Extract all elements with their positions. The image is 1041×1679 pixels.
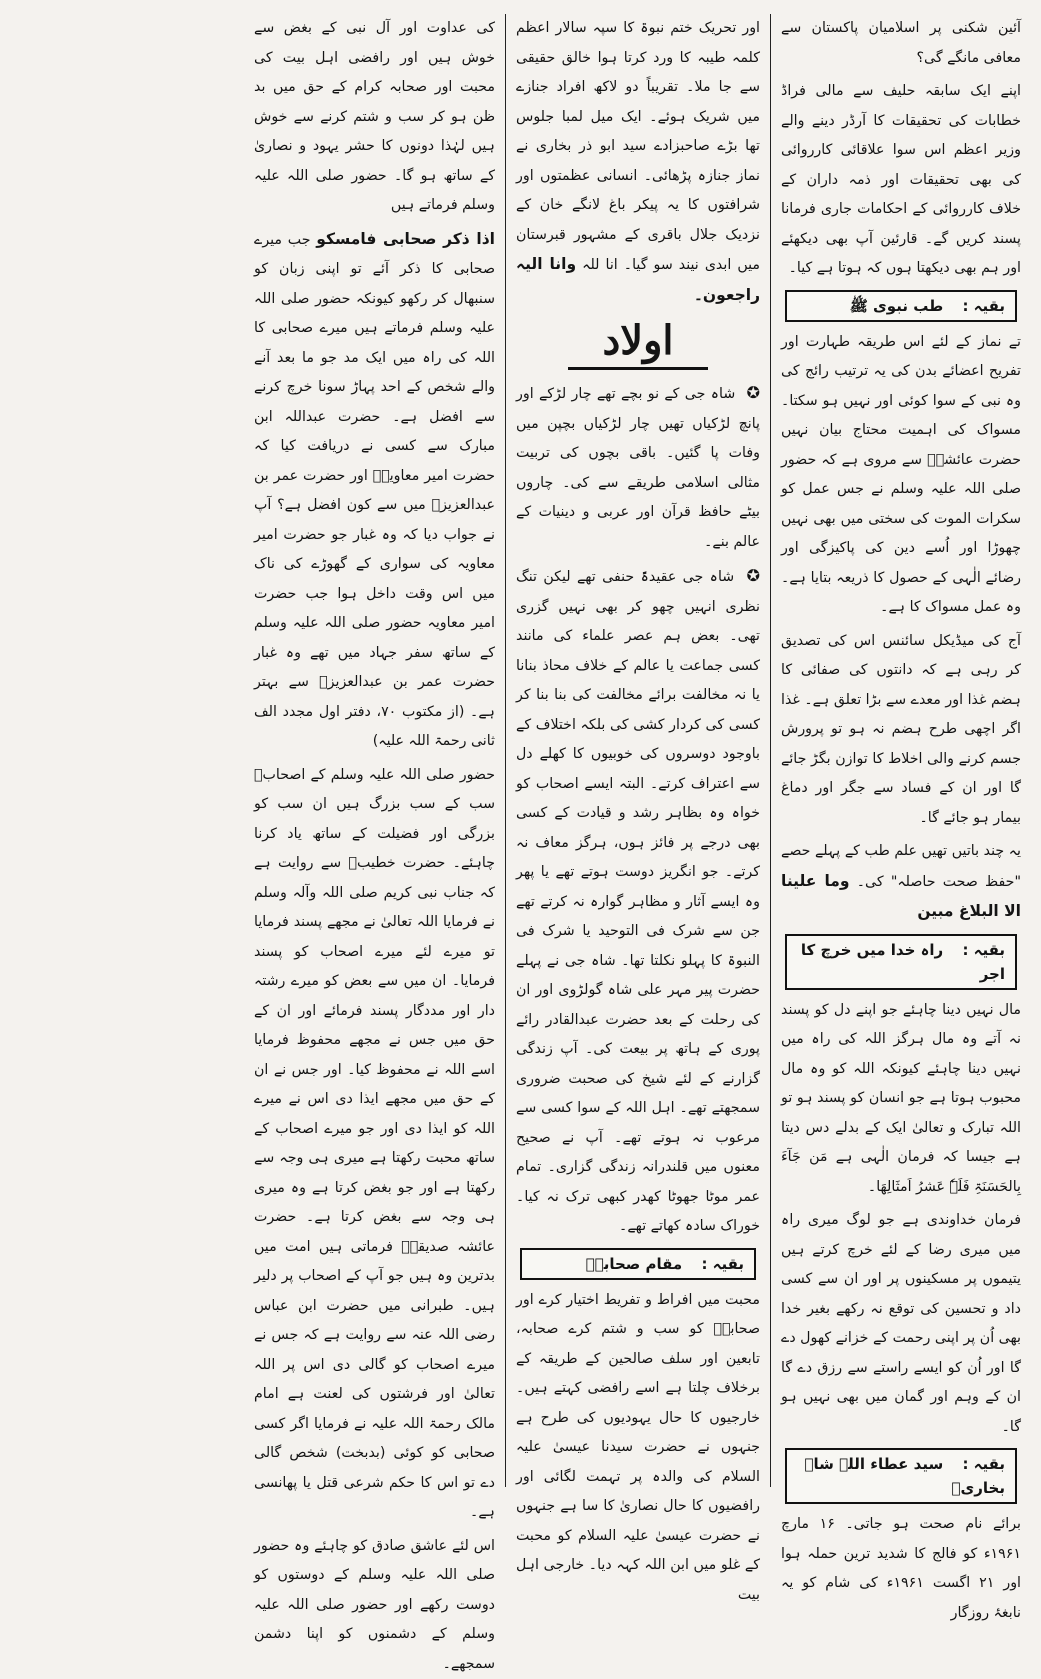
continuation-label: بقیہ : <box>962 941 1005 959</box>
section-heading-aulad: اولاد <box>516 315 760 367</box>
paragraph <box>781 837 1021 928</box>
bullet-paragraph <box>516 561 760 1242</box>
paragraph: محبت میں افراط و تفریط اختیار کرے اور صحابہؓ کو سب و شتم کرے صحابہ، تابعین اور سلف صالحین کے طریقہ کے برخلاف چلتا ہے اسے رافضی کہتے ہیں۔ خارجیوں کا حال یہودیوں کی طرح ہے جنہوں نے حضرت سیدنا عیسیٰ علیہ السلام کی والدہ پر تہمت لگائی اور رافضیوں کا حال نصاریٰ کا سا ہے جنہوں نے حضرت عیسیٰ علیہ السلام کو محبت کے غلو میں ابن اللہ کہہ دیا۔ خارجی اہل بیت <box>516 1286 760 1611</box>
paragraph-text: یہ چند باتیں تھیں علم طب کے پہلے حصے "حفظ صحت حاصلہ" کی۔ <box>781 843 1021 890</box>
paragraph: فرمان خداوندی ہے جو لوگ میری راہ میں میری رضا کے لئے خرچ کرتے ہیں یتیموں پر مسکینوں پر اور ان سے کسی داد و تحسین کی توقع نہ رکھے بغیر خدا بھی اُن پر اپنی رحمت کے خزانے کھول دے گا اور اُن کو ایسے راستے سے رزق دے گا ان کے وہم اور گمان میں بھی نہیں ہو گا۔ <box>781 1206 1021 1442</box>
continuation-box-maqam-sahaba <box>520 1248 756 1280</box>
continuation-title: مقام صحابہؓ <box>586 1255 683 1273</box>
continuation-title: سید عطاء اللہ شاہ بخاریؒ <box>805 1455 1005 1497</box>
continuation-box-bukhari <box>785 1448 1017 1504</box>
bullet-paragraph <box>516 378 760 557</box>
paragraph: آج کی میڈیکل سائنس اس کی تصدیق کر رہی ہے کہ دانتوں کی صفائی کا ہضم غذا اور معدے سے بڑا تعلق ہے۔ غذا اگر اچھی طرح ہضم نہ ہو تو پرورش جسم کرنے والی اخلاط کا توازن بگڑ جائے گا اور ان کے فساد سے جگر اور دماغ بیمار ہو جائے گا۔ <box>781 627 1021 834</box>
paragraph: آئین شکنی پر اسلامیان پاکستان سے معافی مانگے گی؟ <box>781 14 1021 73</box>
star-bullet-icon: ✪ <box>747 383 760 402</box>
paragraph <box>254 225 495 757</box>
closing-phrase: وما علینا الا البلاغ مبین <box>781 872 1021 921</box>
closing-phrase: وانا الیہ راجعون۔ <box>516 255 760 304</box>
continuation-title: راہ خدا میں خرچ کا اجر <box>801 941 1005 983</box>
paragraph: تے نماز کے لئے اس طریقہ طہارت اور تفریح اعضائے بدن کی یہ ترتیب رائج کی وہ نبی کے سوا کوئی اور نہیں ہو سکتا۔ مسواک کی اہمیت محتاج بیان نہیں حضرت عائشہؓ سے مروی ہے کہ حضور صلی اللہ علیہ وسلم نے جس عمل کو سکرات الموت کی سختی میں بھی نہیں چھوڑا اور اُسے دین کی پاکیزگی اور رضائے الٰہی کے حصول کا ذریعہ بتایا ہے۔ وہ عمل مسواک کا ہے۔ <box>781 328 1021 623</box>
paragraph: کی عداوت اور آل نبی کے بغض سے خوش ہیں اور رافضی اہل بیت کی محبت اور صحابہ کرام کے حق میں بد ظن ہو کر سب و شتم کرنے سے خوش ہیں لہٰذا دونوں کا حشر یہود و نصاریٰ کے ساتھ ہو گا۔ حضور صلی اللہ علیہ وسلم فرماتے ہیں <box>254 14 495 221</box>
paragraph <box>516 14 760 311</box>
paragraph: اپنے ایک سابقہ حلیف سے مالی فراڈ خطابات کی تحقیقات کا آرڈر دینے والے وزیر اعظم اس سوا علاقائی کارروائی کی بھی تحقیقات اور ذمہ داران کے خلاف کارروائی کے احکامات جاری فرمانا پسند کریں گے۔ قارئین آپ بھی دیکھئے اور ہم بھی دیکھتا ہوں کہ ہوتا ہے کیا۔ <box>781 77 1021 284</box>
column-left <box>244 14 506 1487</box>
continuation-label: بقیہ : <box>962 297 1005 315</box>
paragraph-text: شاہ جی کے نو بچے تھے چار لڑکے اور پانچ لڑکیاں تھیں چار لڑکیاں بچپن میں وفات پا گئیں۔ باقی بچوں کی تربیت مثالی اسلامی طریقے سے کی۔ چاروں بیٹے حافظ قرآن اور عربی و دینیات کے عالم بنے۔ <box>516 386 760 550</box>
continuation-label: بقیہ : <box>962 1455 1005 1473</box>
heading-underline <box>568 367 708 370</box>
paragraph-text: اور تحریک ختم نبوۃ کا سپہ سالار اعظم کلمہ طیبہ کا ورد کرتا ہوا خالق حقیقی سے جا ملا۔ تقریباً دو لاکھ افراد جنازے میں شریک ہوئے۔ ایک میل لمبا جلوس تھا بڑے صاحبزادے سید ابو ذر بخاری نے نماز جنازہ پڑھائی۔ انسانی عظمتوں اور شرافتوں کا یہ پیکر باغ لانگے خان کے نزدیک جلال باقری کے مشہور قبرستان میں ابدی نیند سو گیا۔ انا للہ <box>516 20 760 273</box>
column-center-right <box>506 14 771 1487</box>
arabic-quote: اذا ذکر صحابی فامسکو <box>316 230 495 248</box>
paragraph: اس لئے عاشق صادق کو چاہئے وہ حضور صلی اللہ علیہ وسلم کے دوستوں کو دوست رکھے اور حضور صلی اللہ علیہ وسلم کے دشمنوں کو اپنا دشمن سمجھے۔ <box>254 1532 495 1679</box>
paragraph-text: شاہ جی عقیدۃً حنفی تھے لیکن تنگ نظری انہیں چھو کر بھی نہیں گزری تھی۔ بعض ہم عصر علماء کی مانند کسی جماعت یا عالم کے خلاف محاذ بنانا یا نہ مخالفت برائے مخالفت کی بنا بنا کر کسی کی کردار کشی کی بلکہ اختلاف کے باوجود دوسروں کی خوبیوں کا کھلے دل سے اعتراف کرتے۔ البتہ ایسے اصحاب کو خواہ وہ بظاہر رشد و قیادت کے کسی بھی درجے پر فائز ہوں، ہرگز معاف نہ کرتے۔ جو انگریز دوست ہوتے تھے یا پھر وہ ایسے آثار و مظاہر گوارہ نہ کرتے تھے جن سے شرک فی التوحید یا شرک فی النبوۃ کا پہلو نکلتا تھا۔ شاہ جی نے پہلے حضرت پیر مہر علی شاہ گولڑوی اور ان کی رحلت کے بعد حضرت عبدالقادر رائے پوری کے ہاتھ پر بیعت کی۔ آپ زندگی گزارنے کے لئے شیخ کی صحبت ضروری سمجھتے تھے۔ اہل اللہ کے سوا کسی سے مرعوب نہ ہوتے تھے۔ آپ نے صحیح معنوں میں قلندرانہ زندگی گزاری۔ تمام عمر موٹا جھوٹا کھدر کبھی ترک نہ کیا۔ خوراک سادہ کھاتے تھے۔ <box>516 569 760 1234</box>
continuation-title: طب نبوی ﷺ <box>850 297 943 315</box>
column-right <box>771 14 1031 1487</box>
paragraph: حضور صلی اللہ علیہ وسلم کے اصحابؓ سب کے سب بزرگ ہیں ان سب کو بزرگی اور فضیلت کے ساتھ یاد کرنا چاہئے۔ حضرت خطیبؓ سے روایت ہے کہ جناب نبی کریم صلی اللہ وآلہ وسلم نے فرمایا اللہ تعالیٰ نے مجھے پسند فرمایا تو میرے لئے میرے اصحاب کو پسند فرمایا۔ ان میں سے بعض کو میرے رشتہ دار اور مددگار پسند فرمائے اور ان کے حق میں جس نے مجھے محفوظ فرمایا اسے اللہ نے محفوظ کیا۔ اور جس نے ان کے حق میں مجھے ایذا دی اس نے میرے اللہ کو ایذا دی اور جو میرے اصحاب کے ساتھ محبت رکھتا ہے میری ہی وجہ سے رکھتا ہے اور جو بغض کرتا ہے وہ میری ہی وجہ سے بغض کرتا ہے۔ حضرت عائشہ صدیقہؓ فرماتی ہیں امت میں بدترین وہ ہیں جو آپ کے اصحاب پر دلیر ہیں۔ طبرانی میں حضرت ابن عباس رضی اللہ عنہ سے روایت ہے کہ جس نے میرے اصحاب کو گالی دی اس پر اللہ تعالیٰ اور فرشتوں کی لعنت ہے امام مالک رحمۃ اللہ علیہ نے فرمایا اگر کسی صحابی کو کوئی (بدبخت) شخص گالی دے تو اس کا حکم شرعی قتل یا پھانسی ہے۔ <box>254 761 495 1528</box>
continuation-box-tib-nabvi <box>785 290 1017 322</box>
continuation-label: بقیہ : <box>701 1255 744 1273</box>
paragraph-text: جب میرے صحابی کا ذکر آئے تو اپنی زبان کو سنبھال کر رکھو کیونکہ حضور صلی اللہ علیہ وسلم فرماتے ہیں میرے صحابی کا اللہ کی راہ میں ایک مد جو ما بعد آنے والے شخص کے احد پہاڑ سونا خرچ کرنے سے افضل ہے۔ حضرت عبداللہ ابن مبارک سے کسی نے دریافت کیا کہ حضرت امیر معاویہؓ اور حضرت عمر بن عبدالعزیزؒ میں سے کون افضل ہے؟ آپ نے جواب دیا کہ وہ غبار جو حضرت امیر معاویہ کی سواری کے گھوڑے کی ناک میں اس وقت داخل ہوا جب حضرت امیر معاویہ حضور صلی اللہ علیہ وسلم کے ساتھ سفر جہاد میں تھے وہ غبار حضرت عمر بن عبدالعزیزؒ سے بہتر ہے۔ (از مکتوب ۷۰، دفتر اول مجدد الف ثانی رحمۃ اللہ علیہ) <box>254 232 495 750</box>
star-bullet-icon: ✪ <box>747 566 760 585</box>
continuation-box-rah-e-khuda <box>785 934 1017 990</box>
paragraph: برائے نام صحت ہو جاتی۔ ۱۶ مارچ ۱۹۶۱ء کو فالج کا شدید ترین حملہ ہوا اور ۲۱ اگست ۱۹۶۱ء کی شام کو یہ نابغۂ روزگار <box>781 1510 1021 1628</box>
paragraph: مال نہیں دینا چاہئے جو اپنے دل کو پسند نہ آتے وہ مال ہرگز اللہ کی راہ میں نہیں دینا چاہئے کیونکہ اللہ کو وہ مال محبوب ہوتا ہے جو انسان کو پسند ہو تو اللہ تبارک و تعالیٰ ایک کے بدلے دس دیتا ہے جیسا کہ فرمان الٰہی ہے مَن جَآءَ بِالحَسَنَۃِ فَلَہٗ عَشرُ اَمثَالِھَا۔ <box>781 996 1021 1203</box>
